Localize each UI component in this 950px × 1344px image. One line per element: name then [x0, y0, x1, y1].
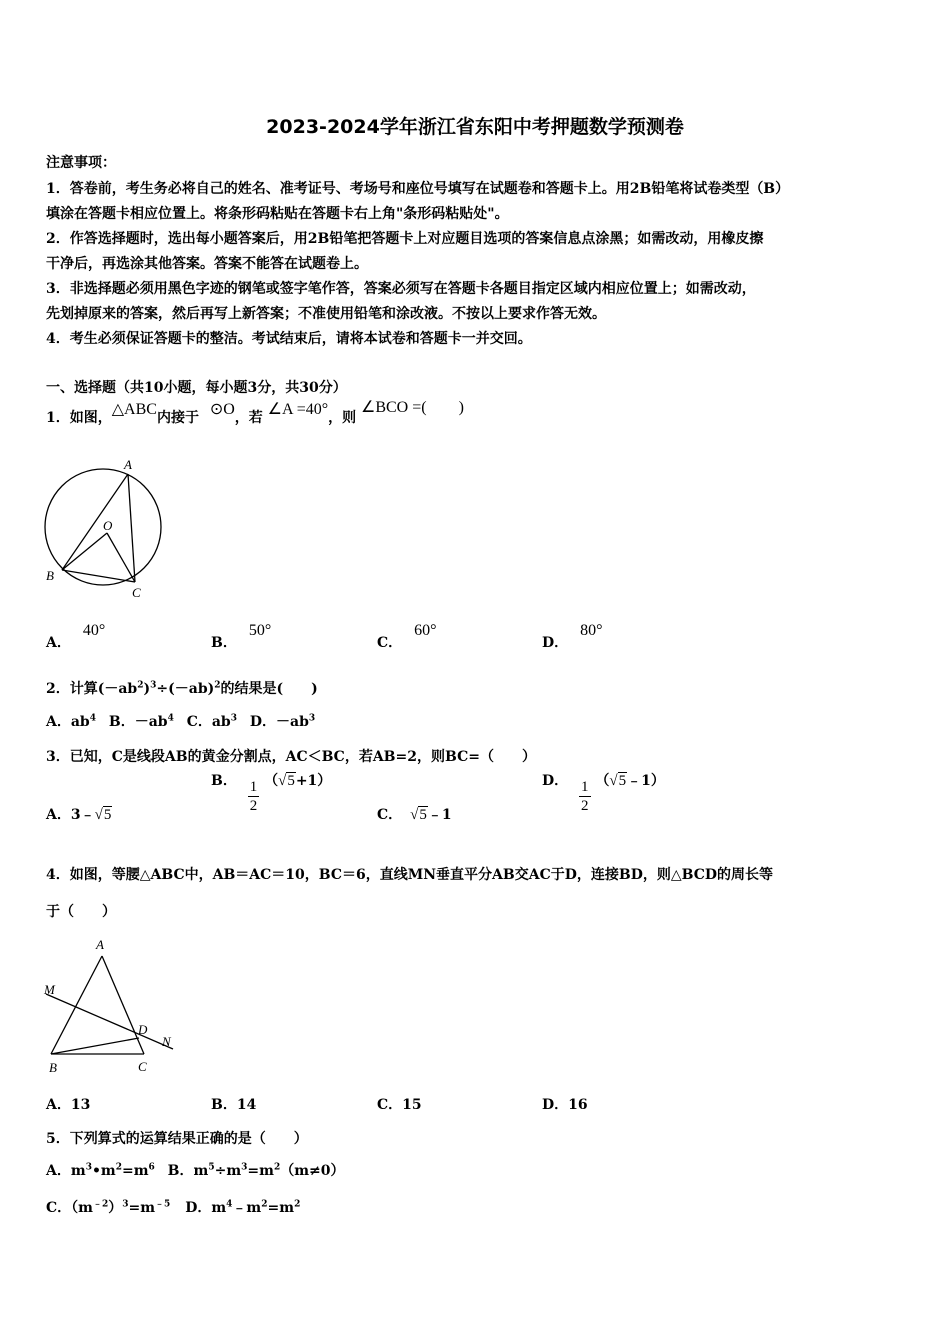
q1-option-d: D．80°: [542, 622, 603, 651]
notice-line-2: 填涂在答题卡相应位置上。将条形码粘贴在答题卡右上角"条形码粘贴处"。: [46, 206, 509, 222]
q4-option-d: D．16: [542, 1097, 588, 1113]
page-title: 2023-2024学年浙江省东阳中考押题数学预测卷: [266, 116, 684, 138]
notice-line-5: 3．非选择题必须用黑色字迹的钢笔或签字笔作答，答案必须写在答题卡各题目指定区域内相应位置上；如需改动，: [46, 281, 756, 297]
label-D: D: [138, 1022, 148, 1037]
triangle-figure: [40, 932, 185, 1080]
question-5: 5．下列算式的运算结果正确的是（ ）: [46, 1131, 308, 1147]
q1-option-b: B．50°: [211, 622, 272, 651]
q5-options-ab: [46, 1160, 345, 1180]
q5-option-c: C．$(m^{﹣2})^3=m^{﹣5}$: [46, 1199, 171, 1216]
notice-line-1: 1．答卷前，考生务必将自己的姓名、准考证号、考场号和座位号填写在试题卷和答题卡上。用2B铅笔将试卷类型（B）: [46, 181, 790, 197]
label-C: C: [138, 1059, 147, 1074]
q5-option-d: D．$m^4﹣m^2=m^2$: [185, 1199, 301, 1216]
q4-option-a: A．13: [46, 1097, 91, 1113]
label-O: O: [103, 518, 113, 533]
q5-option-a: A．$m^3•m^2=m^6$: [46, 1162, 155, 1179]
q1-option-a: A．40°: [46, 622, 106, 651]
label-B: B: [49, 1060, 57, 1075]
label-A: A: [96, 937, 104, 952]
question-2: 2．计算$(-ab^2)^3\div(-ab)^2$的结果是( ): [46, 680, 318, 697]
q4-option-c: C．15: [377, 1097, 422, 1113]
q1-option-c: C．60°: [377, 622, 437, 651]
q2-option-d: D．$-ab^3$: [249, 713, 316, 730]
q3-option-a: A．3﹣√5: [46, 807, 112, 823]
q5-options-cd: [46, 1196, 300, 1217]
q2-option-c: C．$ab^3$: [186, 713, 237, 730]
question-4-line-1: 4．如图，等腰△ABC中，AB＝AC＝10，BC＝6，直线MN垂直平分AB交AC于D，连接BD，则△BCD的周长等: [46, 867, 774, 883]
q2-options: [46, 711, 315, 731]
q5-option-b: B．$m^5\div m^3=m^2(m\ne 0)$: [167, 1162, 345, 1179]
notice-line-3: 2．作答选择题时，选出每小题答案后，用2B铅笔把答题卡上对应题目选项的答案信息点涂黑；如需改动，用橡皮擦: [46, 231, 764, 247]
question-4-line-2: 于（ ）: [46, 904, 116, 920]
label-M: M: [44, 982, 55, 997]
q2-option-b: B．$-ab^4$: [108, 713, 174, 730]
q3-option-b: B． $\frac{1}{2}$ （√5+1）: [211, 772, 332, 814]
notice-heading: 注意事项：: [46, 155, 116, 171]
label-A: A: [124, 457, 132, 472]
section-heading: 一、选择题（共10小题，每小题3分，共30分）: [46, 380, 347, 396]
q2-option-a: A．$ab^4$: [46, 713, 96, 730]
label-C: C: [132, 585, 141, 600]
label-N: N: [162, 1034, 171, 1049]
notice-line-6: 先划掉原来的答案，然后再写上新答案；不准使用铅笔和涂改液。不按以上要求作答无效。: [46, 306, 606, 322]
circle-figure: [40, 455, 175, 605]
question-3: 3．已知，C是线段AB的黄金分割点，AC＜BC，若AB=2，则BC=（ ）: [46, 749, 536, 765]
q3-option-c: C． √5﹣1: [377, 807, 452, 823]
notice-line-4: 干净后，再选涂其他答案。答案不能答在试题卷上。: [46, 256, 368, 272]
question-1: 1．如图，△ABC内接于 ⊙O，若 ∠A =40°，则 ∠BCO =( ): [46, 399, 464, 426]
q3-option-d: D． $\frac{1}{2}$ （√5﹣1）: [542, 772, 665, 814]
notice-line-7: 4．考生必须保证答题卡的整洁。考试结束后，请将本试卷和答题卡一并交回。: [46, 331, 532, 347]
q4-option-b: B．14: [211, 1097, 257, 1113]
label-B: B: [46, 568, 54, 583]
